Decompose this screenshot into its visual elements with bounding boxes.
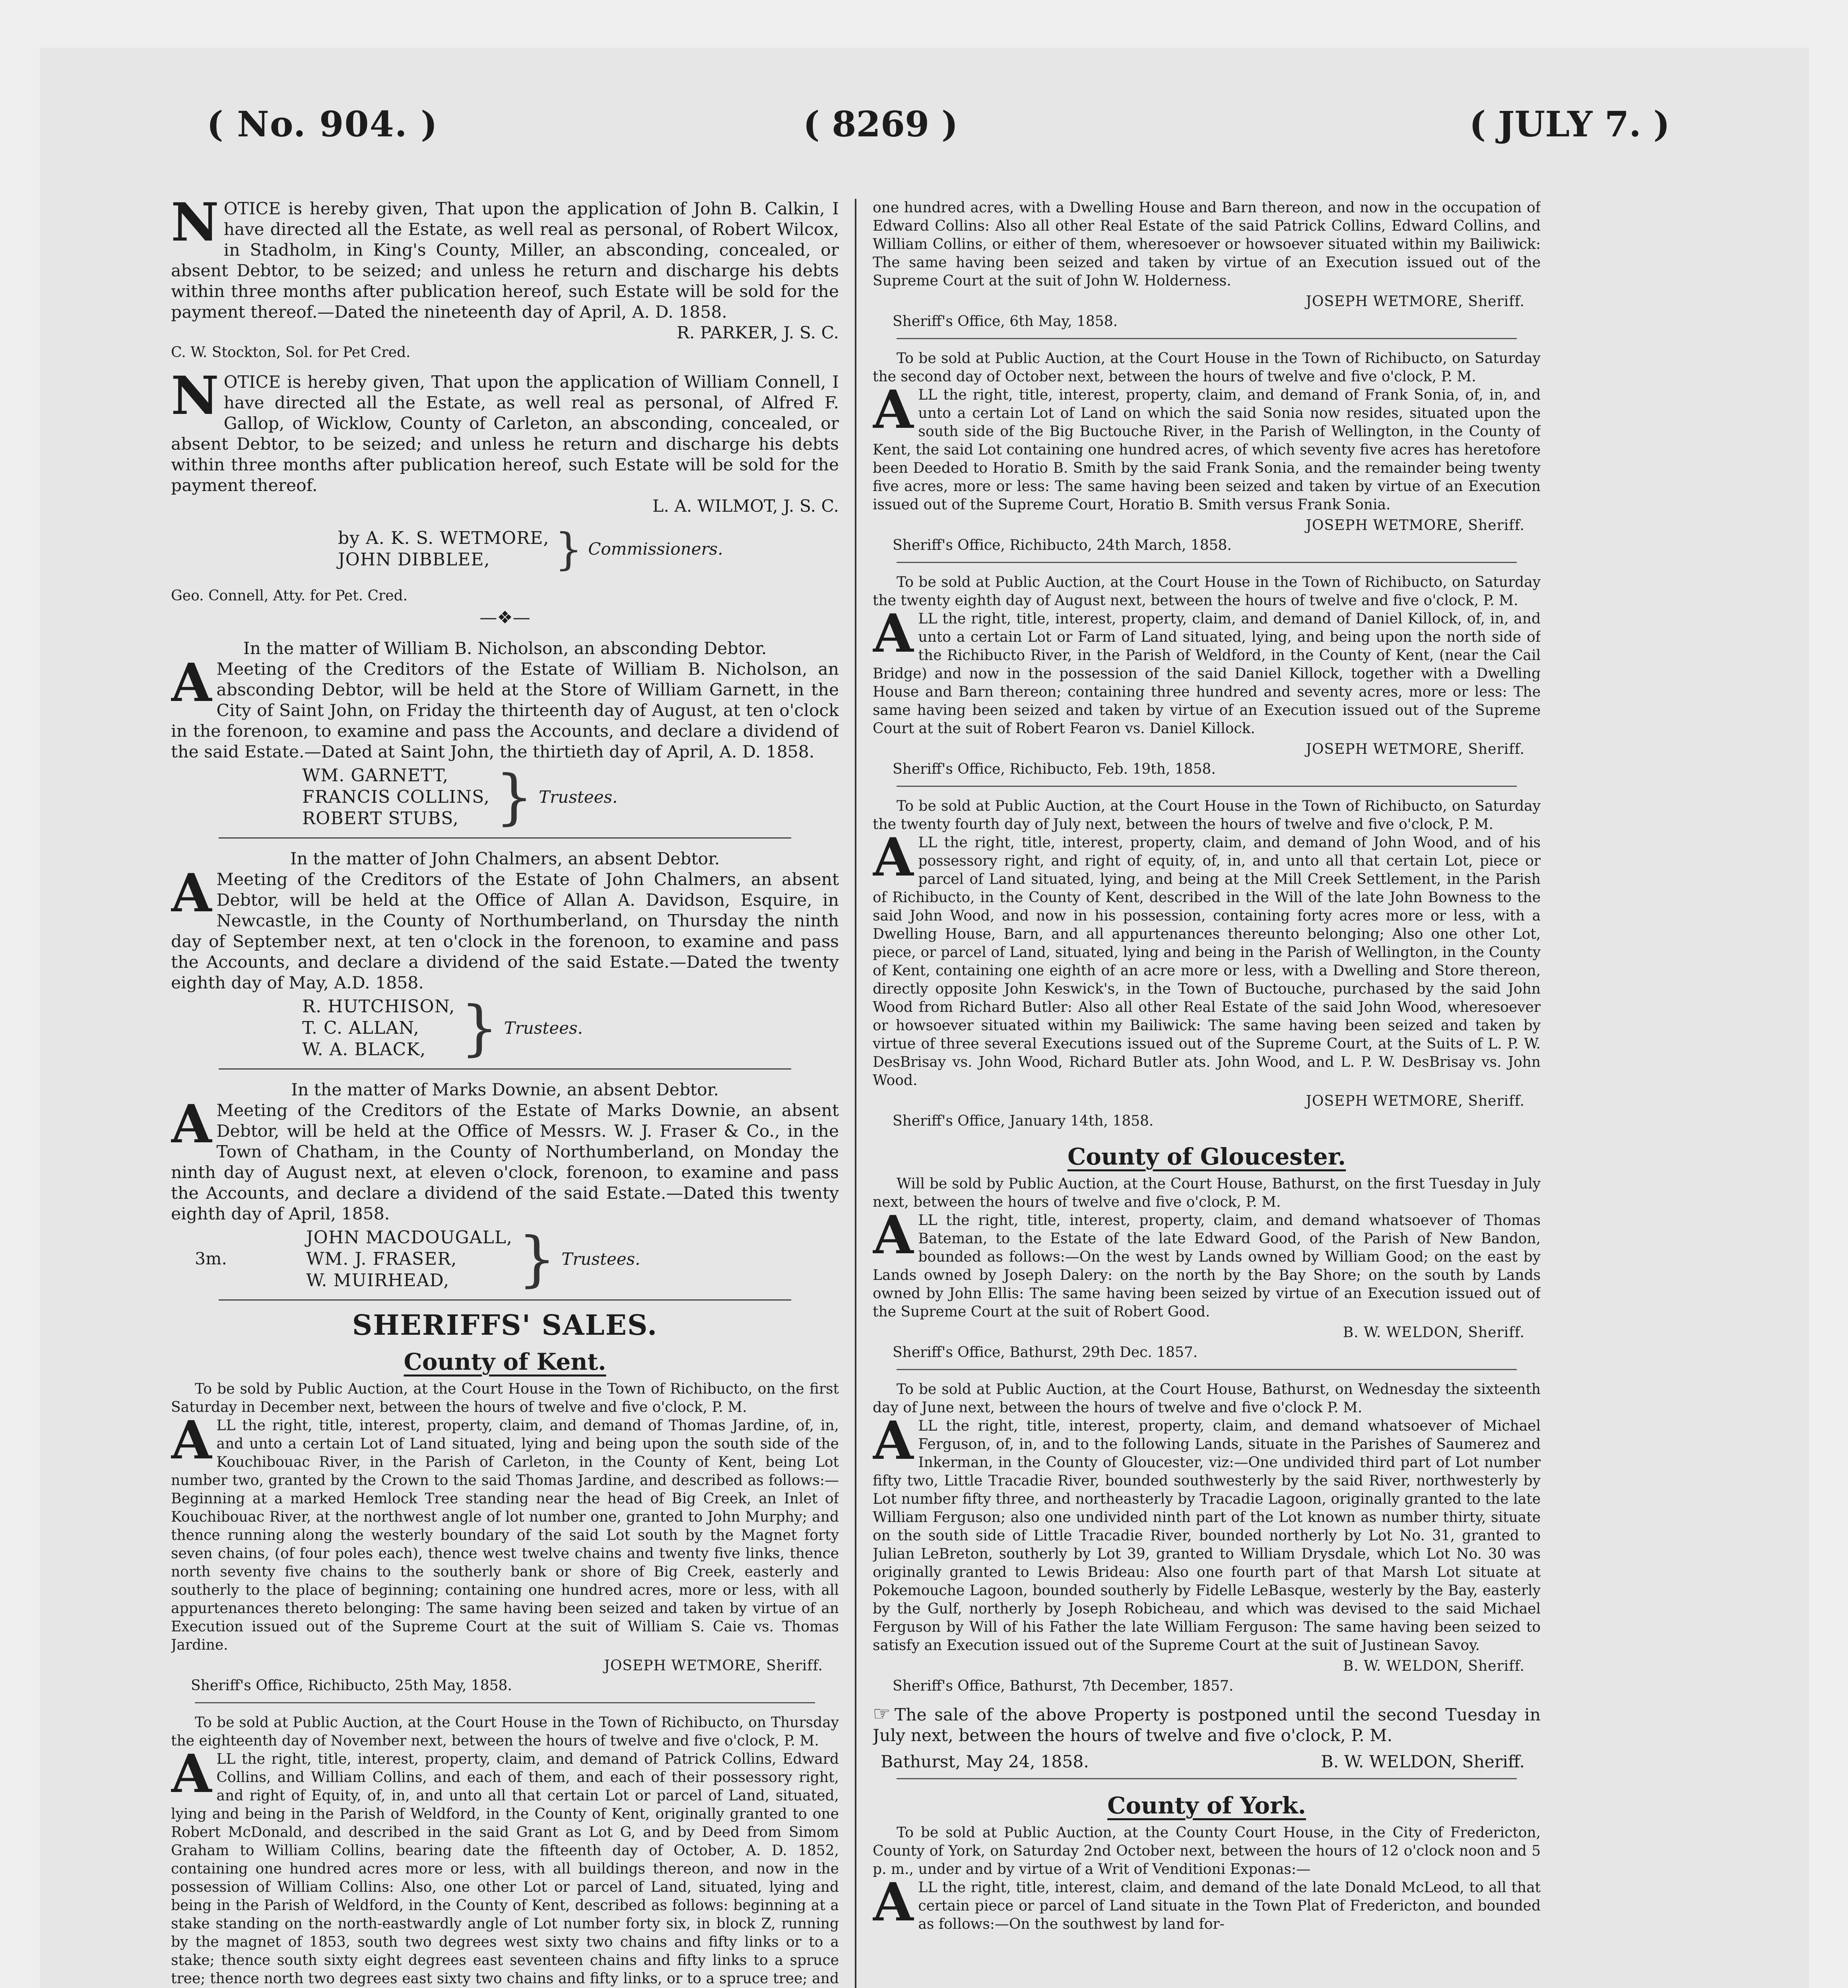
drop-cap: A [873,1204,914,1266]
rule [219,1068,791,1070]
county-heading-kent: County of Kent. [404,1348,606,1375]
page-number: ( 8269 ) [803,103,958,145]
rule [219,1299,791,1301]
sheriff-office: Sheriff's Office, Richibucto, Feb. 19th, 1858. [893,761,1216,777]
drop-cap: A [873,1410,914,1472]
notice-downie [171,1080,839,1301]
sheriff-signature: B. W. WELDON, Sheriff. [1343,1658,1525,1674]
notice-heading: In the matter of William B. Nicholson, an absconding Debtor. [243,639,767,658]
sheriff-signature: JOSEPH WETMORE, Sheriff. [1306,517,1525,534]
rule [195,1702,815,1703]
signature: R. PARKER, J. S. C. [676,323,839,343]
rule [897,338,1517,339]
sheriff-signature: JOSEPH WETMORE, Sheriff. [1306,1093,1525,1109]
trustees-block [171,763,839,832]
sale-text: LL the right, title, interest, property, claim, and demand of Patrick Collins, Edward Collins, and William Collins, and each of them, and each of their possessory right, and right of Equity, of, in, and unto all that certain Lot or parcel of Land, situated, lying and being in the Parish of Weldford, in the County of Kent, originally granted to one Robert McDonald, and described in the said Grant as Lot G, and by Deed from Simom Graham to William Collins, bearing date the fifteenth day of October, A. D. 1852, containing one hundred acres more or less, with all buildings thereon, and now in the possession of William Collins: Also, one other Lot or parcel of Land, situated, lying and being in the Parish of Weldford, in the County of Kent, described as follows: beginning at a stake standing on the north-eastwardly angle of Lot number forty six, in block Z, running by the magnet of 1853, south two degrees west sixty two chains and fifty links or to a stake; thence south sixty eight degrees east seventeen chains and fifty links to a spruce tree; thence north two degrees east sixty two chains and fifty links, or to a spruce tree; and [171,1751,839,1987]
right-column [873,199,1541,1988]
trustee-name: WM. GARNETT, [302,765,448,786]
trustee-name: T. C. ALLAN, [302,1018,419,1038]
trustee-name: W. A. BLACK, [302,1039,426,1060]
notice-nicholson [171,639,839,839]
notice-calkin [171,199,839,362]
drop-cap: A [171,1093,212,1155]
trustee-name: FRANCIS COLLINS, [302,787,490,807]
drop-cap: A [873,603,914,664]
rule [897,1778,1517,1779]
drop-cap: N [171,199,219,253]
drop-cap: A [171,652,212,714]
signature: L. A. WILMOT, J. S. C. [652,497,839,516]
drop-cap: A [873,1872,914,1933]
attorney: Geo. Connell, Atty. for Pet. Cred. [171,588,408,604]
postponement-signoff [881,1752,1525,1773]
sheriff-office: Sheriff's Office, 6th May, 1858. [893,313,1118,330]
trustee-name: JOHN MACDOUGALL, [306,1227,512,1248]
drop-cap: A [171,1743,212,1805]
sale-ferguson [873,1380,1541,1779]
notice-connell [171,365,839,628]
sheriff-office: Sheriff's Office, Richibucto, 24th March, 1858. [893,537,1232,553]
page-header [207,99,1670,155]
commissioner-name: JOHN DIBBLEE, [338,549,490,570]
trustees-block [171,1225,839,1294]
drop-cap: A [873,827,914,888]
notice-heading: In the matter of John Chalmers, an absent Debtor. [290,849,720,869]
notice-heading: In the matter of Marks Downie, an absent Debtor. [291,1080,719,1100]
left-column [171,199,839,1988]
insertion-mark: 3m. [195,1249,227,1269]
postponement-notice: ☞ The sale of the above Property is postponed until the second Tuesday in July next, between the hours of twelve and five o'clock, P. M. [873,1702,1541,1745]
rule [897,1369,1517,1370]
sale-text: LL the right, title, interest, property, claim, and demand of Thomas Jardine, of, in, and unto a certain Lot of Land situated, lying and being upon the south side of the Kouchibouac River, in the Parish of Carleton, in the County of Kent, being Lot number two, granted by the Crown to the said Thomas Jardine, and described as follows:—Beginning at a marked Hemlock Tree standing near the head of Big Creek, an Inlet of Kouchibouac River, at the northwest angle of lot number one, granted to John Murphy; and thence running along the westerly boundary of the said Lot south by the Magnet forty seven chains, (of four poles each), thence west twelve chains and twenty five links, thence north seventy five chains to the southerly bank or shore of Big Creek, easterly and southerly to the place of beginning; containing one hundred acres, more or less, with all appurtenances thereto belonging: The same having been seized and taken by virtue of an Execution issued out of the Supreme Court at the suit of William S. Caie vs. Thomas Jardine. [171,1417,839,1653]
sheriff-office: Sheriff's Office, January 14th, 1858. [893,1113,1154,1129]
commissioners-block [171,519,839,579]
trustees-label: Trustees. [561,1249,641,1269]
sale-intro: To be sold by Public Auction, at the Court House in the Town of Richibucto, on the first Saturday in December next, between the hours of twelve and five o'clock, P. M. [171,1381,839,1415]
sale-jardine [171,1380,839,1703]
sheriff-signature: JOSEPH WETMORE, Sheriff. [1306,741,1525,757]
rule [219,837,791,839]
brace-glyph: } [518,1225,556,1294]
sale-text: LL the right, title, interest, property, claim, and demand of John Wood, and of his possessory right, and right of equity, of, in, and unto all that certain Lot, piece or parcel of Land situated, lying, and being at the Mill Creek Settlement, in the Parish of Richibucto, in the County of Kent, described in the Will of the late John Bowness to the said John Wood, and now in his possession, containing forty acres more or less, with a Dwelling House, Barn, and all appurtenances thereunto belonging; Also one other Lot, piece, or parcel of Land, situated, lying and being in the Parish of Wellington, in the County of Kent, containing one eighth of an acre more or less, with a Dwelling and Store thereon, directly opposite John Keswick's, in the Town of Buctouche, purchased by the said John Wood from Richard Butler: Also all other Real Estate of the said John Wood, wheresoever or howsoever situated within my Bailiwick: The same having been seized and taken by virtue of three several Executions issued out of the Supreme Court, at the Suits of L. P. W. DesBrisay vs. John Wood, Richard Butler ats. John Wood, and L. P. W. DesBrisay vs. John Wood. [873,835,1541,1089]
section-title: SHERIFFS' SALES. [352,1309,658,1342]
sheriff-office: Sheriff's Office, Bathurst, 7th December, 1857. [893,1678,1234,1694]
sale-intro: To be sold at Public Auction, at the Court House in the Town of Richibucto, on Saturday the twenty eighth day of August next, between the hours of twelve and five o'clock, P. M. [873,574,1541,609]
sheriff-office: Sheriff's Office, Richibucto, 25th May, 1858. [191,1677,512,1694]
commissioner-name: by A. K. S. WETMORE, [338,528,549,548]
sale-text: LL the right, title, interest, property, claim, and demand of Frank Sonia, of, in, and unto a certain Lot of Land on which the said Sonia now resides, situated upon the south side of the Big Buctouche River, in the Parish of Wellington, in the County of Kent, the said Lot containing one hundred acres, of which seventy five acres has heretofore been Deeded to Horatio B. Smith by the said Frank Sonia, and the remainder being twenty five acres, more or less: The same having been seized and taken by virtue of an Execution issued out of the Supreme Court, Horatio B. Smith versus Frank Sonia. [873,387,1541,513]
notice-text: OTICE is hereby given, That upon the application of John B. Calkin, I have directed all the Estate, as well real as personal, of Robert Wilcox, in Stadholm, in King's County, Miller, an absconding, concealed, or absent Debtor, to be seized; and unless he return and discharge his debts within three months after publication hereof, such Estate will be sold for the payment thereof.—Dated the nineteenth day of April, A. D. 1858. [171,199,839,322]
sale-bateman [873,1175,1541,1370]
brace-glyph: } [555,524,583,575]
sale-collins [171,1714,839,1988]
drop-cap: N [171,365,219,427]
sale-intro: To be sold at Public Auction, at the Court House in the Town of Richibucto, on Saturday the second day of October next, between the hours of twelve and five o'clock, P. M. [873,350,1541,385]
sale-wood [873,797,1541,1130]
sale-intro: To be sold at Public Auction, at the Court House in the Town of Richibucto, on Thursday the eighteenth day of November next, between the hours of twelve and five o'clock, P. M. [171,1714,839,1749]
drop-cap: A [171,1409,212,1471]
trustee-name: R. HUTCHISON, [302,996,455,1017]
sale-sonia [873,349,1541,563]
sale-mcleod [873,1824,1541,1934]
rule [897,562,1517,563]
sale-text: LL the right, title, interest, property, claim, and demand whatsoever of Michael Ferguson, of, in, and to the following Lands, situate in the Parishes of Saumerez and Inkerman, in the County of Gloucester, viz:—One undivided third part of Lot number fifty two, Little Tracadie River, bounded southwesterly by the said River, northwesterly by Lot number fifty three, and northeasterly by Tracadie Lagoon, originally granted to the late William Ferguson; also one undivided ninth part of the Lot known as number thirty, situate on the south side of Little Tracadie River, bounded northerly by Lot No. 31, granted to Julian LeBreton, southerly by Lot 39, granted to William Drysdale, which Lot No. 30 was originally granted to Lewis Brideau: Also one fourth part of that Marsh Lot situate at Pokemouche Lagoon, bounded southerly by Fidelle LeBasque, westerly by the Bay, easterly by the Gulf, northerly by Joseph Robicheau, and which was devised to the said Michael Ferguson by Will of his Father the late William Ferguson: The same having been seized to satisfy an Execution issued out of the Supreme Court at the suit of Justinean Savoy. [873,1418,1541,1654]
notice-text: OTICE is hereby given, That upon the application of William Connell, I have directed all the Estate, as well real as personal, of Alfred F. Gallop, of Wicklow, County of Carleton, an absconding, concealed, or absent Debtor, to be seized; and unless he return and discharge his debts within three months after publication hereof, such Estate will be sold for the payment thereof. [171,373,839,495]
solicitor: C. W. Stockton, Sol. for Pet Cred. [171,344,411,361]
sheriff-signature: B. W. WELDON, Sheriff. [1343,1324,1525,1341]
trustee-name: W. MUIRHEAD, [306,1270,450,1291]
county-heading-york: County of York. [1107,1792,1306,1819]
issue-date: ( JULY 7. ) [1469,103,1670,145]
sheriff-signature: B. W. WELDON, Sheriff. [1321,1752,1525,1772]
sale-text: LL the right, title, interest, claim, and demand of the late Donald McLeod, to all that certain piece or parcel of Land situate in the Town Plat of Fredericton, and bounded as follows:—On the southwest by land for- [918,1879,1541,1932]
sale-intro: To be sold at Public Auction, at the County Court House, in the City of Fredericton, County of York, on Saturday 2nd October next, between the hours of 12 o'clock noon and 5 p. m., under and by virtue of a Writ of Venditioni Exponas:— [873,1825,1541,1877]
sale-intro: To be sold at Public Auction, at the Court House in the Town of Richibucto, on Saturday the twenty fourth day of July next, between the hours of twelve and five o'clock, P. M. [873,798,1541,833]
trustees-label: Trustees. [539,787,618,807]
drop-cap: A [873,379,914,441]
sale-intro: Will be sold by Public Auction, at the Court House, Bathurst, on the first Tuesday in July next, between the hours of twelve and five o'clock, P. M. [873,1176,1541,1210]
sheriff-signature: JOSEPH WETMORE, Sheriff. [1306,293,1525,310]
sale-killock [873,573,1541,787]
commissioners-label: Commissioners. [588,539,723,559]
pointing-hand-icon: ☞ [873,1702,891,1725]
notice-text: Meeting of the Creditors of the Estate of Marks Downie, an absent Debtor, will be held at the Office of Messrs. W. J. Fraser & Co., in the Town of Chatham, in the County of Northumberland, on Monday the ninth day of August next, at eleven o'clock, forenoon, to examine and pass the Accounts, and declare a dividend of the said Estate.—Dated this twenty eighth day of April, 1858. [171,1101,839,1224]
rule [897,786,1517,787]
county-heading-gloucester: County of Gloucester. [1067,1143,1346,1170]
sheriff-office: Sheriff's Office, Bathurst, 29th Dec. 1857. [893,1344,1198,1361]
notice-chalmers [171,849,839,1070]
column-divider [855,199,856,1988]
brace-glyph: } [460,994,499,1063]
sheriff-signature: JOSEPH WETMORE, Sheriff. [604,1658,823,1674]
issue-number: ( No. 904. ) [207,103,438,145]
trustees-label: Trustees. [504,1018,583,1038]
trustees-block [171,994,839,1063]
drop-cap: A [171,862,212,924]
notice-text: Meeting of the Creditors of the Estate of John Chalmers, an absent Debtor, will be held at the Office of Allan A. Davidson, Esquire, in Newcastle, in the County of Northumberland, on Thursday the ninth day of September next, at ten o'clock in the forenoon, to examine and pass the Accounts, and declare a dividend of the said Estate.—Dated the twenty eighth day of May, A.D. 1858. [171,870,839,993]
ornament-divider: —❖— [479,608,530,628]
sale-text: LL the right, title, interest, property, claim, and demand whatsoever of Thomas Bateman, to the Estate of the late Edward Good, of the Parish of New Bandon, bounded as follows:—On the west by Lands owned by William Good; on the east by Lands owned by Joseph Dalery: on the north by the Bay Shore; on the south by Lands owned by John Ellis: The same having been seized by virtue of an Execution issued out of the Supreme Court at the suit of Robert Good. [873,1212,1541,1320]
trustee-name: ROBERT STUBS, [302,808,459,829]
sale-collins-continued [873,199,1541,339]
sale-intro: To be sold at Public Auction, at the Court House, Bathurst, on Wednesday the sixteenth day of June next, between the hours of twelve and five o'clock P. M. [873,1381,1541,1416]
trustee-name: WM. J. FRASER, [306,1249,457,1269]
postponement-date: Bathurst, May 24, 1858. [881,1752,1089,1772]
sale-text: LL the right, title, interest, property, claim, and demand of Daniel Killock, of, in, and unto a certain Lot or Farm of Land situated, lying, and being upon the north side of the Richibucto River, in the Parish of Weldford, in the County of Kent, (near the Cail Bridge) and now in the possession of the said Daniel Killock, together with a Dwelling House and Barn thereon; containing three hundred and seventy acres, more or less: The same having been seized and taken by virtue of an Execution issued out of the Supreme Court at the suit of Robert Fearon vs. Daniel Killock. [873,611,1541,737]
sale-text: one hundred acres, with a Dwelling House and Barn thereon, and now in the occupation of Edward Collins: Also all other Real Estate of the said Patrick Collins, Edward Collins, and William Collins, or either of them, wheresoever or howsoever situated within my Bailiwick: The same having been seized and taken by virtue of an Execution issued out of the Supreme Court at the suit of John W. Holderness. [873,200,1541,289]
brace-glyph: } [495,763,534,832]
notice-text: Meeting of the Creditors of the Estate of William B. Nicholson, an absconding Debtor, will be held at the Store of William Garnett, in the City of Saint John, on Friday the thirteenth day of August, at ten o'clock in the forenoon, to examine and pass the Accounts, and declare a dividend of the said Estate.—Dated at Saint John, the thirtieth day of April, A. D. 1858. [171,660,839,762]
